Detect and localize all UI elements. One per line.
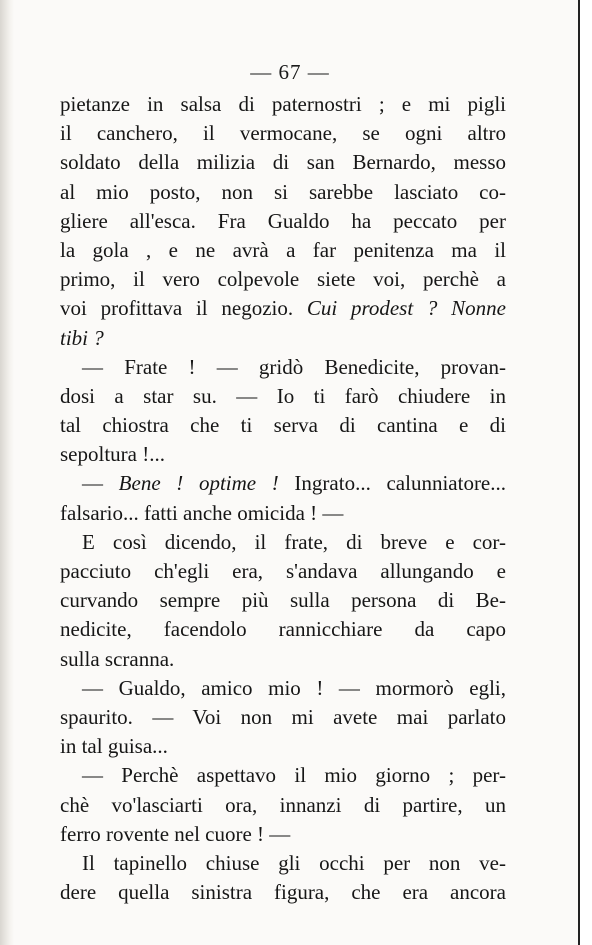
text-line — [60, 411, 506, 440]
text-line — [60, 469, 506, 498]
text-run: — — [82, 471, 119, 496]
text-line — [60, 440, 506, 469]
text-run: curvando sempre più sulla persona di Be- — [60, 588, 506, 613]
text-run: in tal guisa... — [60, 734, 168, 759]
italic-run: Cui prodest ? Nonne — [306, 296, 506, 321]
text-run: soldato della milizia di san Bernardo, messo — [60, 150, 506, 175]
text-run: Il tapinello chiuse gli occhi per non ve- — [82, 850, 506, 875]
text-line — [60, 236, 506, 265]
page-gutter-shadow — [0, 0, 14, 945]
text-line — [60, 586, 506, 615]
text-line — [60, 703, 506, 732]
page-edge — [578, 0, 592, 945]
text-run: dosi a star su. — Io ti farò chiudere in — [60, 383, 506, 408]
text-line — [60, 732, 506, 761]
text-line — [60, 324, 506, 353]
text-run: pietanze in salsa di paternostri ; e mi pigli — [60, 92, 506, 116]
text-run: nedicite, facendolo rannicchiare da capo — [60, 617, 506, 642]
text-line — [60, 849, 506, 878]
text-line — [60, 674, 506, 703]
text-run: falsario... fatti anche omicida ! — — [60, 500, 344, 525]
text-run: E così dicendo, il frate, di breve e cor- — [82, 529, 506, 554]
text-run: il canchero, il vermocane, se ogni altro — [60, 121, 506, 146]
text-line — [60, 90, 506, 119]
text-line — [60, 557, 506, 586]
text-line — [60, 820, 506, 849]
text-run: — Gualdo, amico mio ! — mormorò egli, — [82, 675, 506, 700]
text-run: sulla scranna. — [60, 646, 175, 671]
italic-run: Bene ! optime ! — [118, 471, 279, 496]
text-line — [60, 791, 506, 820]
text-line — [60, 382, 506, 411]
text-run: sepoltura !... — [60, 442, 165, 467]
page-number: — 67 — — [250, 60, 330, 84]
text-line — [60, 294, 506, 323]
text-run: voi profittava il negozio. — [60, 296, 307, 321]
text-run: tal chiostra che ti serva di cantina e di — [60, 413, 506, 438]
text-run: gliere all'esca. Fra Gualdo ha peccato per — [60, 208, 506, 233]
text-run: ferro rovente nel cuore ! — — [60, 821, 291, 846]
text-run: chè vo'lasciarti ora, innanzi di partire, un — [60, 792, 506, 817]
text-run: la gola , e ne avrà a far penitenza ma il — [60, 237, 506, 262]
text-run: spaurito. — Voi non mi avete mai parlato — [60, 704, 506, 729]
text-line — [60, 615, 506, 644]
text-run: Ingrato... calunniatore... — [278, 471, 506, 496]
text-run: — Frate ! — gridò Benedicite, provan- — [82, 354, 506, 379]
text-line — [60, 119, 506, 148]
italic-run: tibi ? — [60, 325, 104, 350]
text-line — [60, 645, 506, 674]
text-line — [60, 265, 506, 294]
text-line — [60, 178, 506, 207]
text-run: primo, il vero colpevole siete voi, perchè a — [60, 267, 506, 292]
text-line — [60, 761, 506, 790]
body-text — [60, 90, 506, 907]
text-line — [60, 148, 506, 177]
text-run: pacciuto ch'egli era, s'andava allungando e — [60, 559, 506, 583]
text-line — [60, 207, 506, 236]
text-line — [60, 353, 506, 382]
text-run: al mio posto, non si sarebbe lasciato co- — [60, 179, 506, 204]
text-run: dere quella sinistra figura, che era ancora — [60, 880, 506, 905]
text-line — [60, 528, 506, 557]
text-run: — Perchè aspettavo il mio giorno ; per- — [82, 763, 506, 788]
text-line — [60, 878, 506, 907]
text-line — [60, 499, 506, 528]
